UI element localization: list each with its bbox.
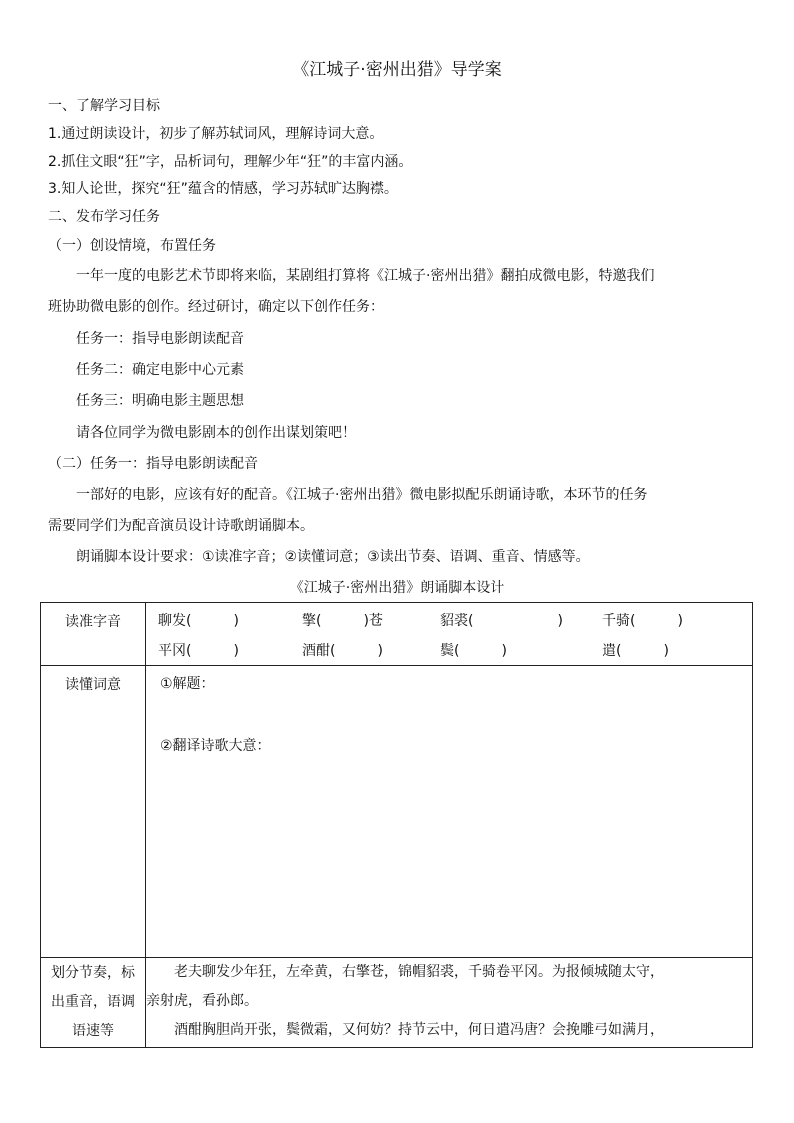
task-item-2: 任务二：确定电影中心元素 — [76, 362, 244, 378]
pronunciation-blank[interactable]: 鬓( ) — [440, 643, 507, 659]
section-heading-goals: 一、了解学习目标 — [48, 98, 160, 114]
goal-item-3: 3.知人论世，探究“狂”蕴含的情感，学习苏轼旷达胸襟。 — [48, 181, 398, 197]
table-title: 《江城子·密州出猎》朗诵脚本设计 — [289, 580, 505, 596]
goal-item-2: 2.抓住文眼“狂”字，品析词句，理解少年“狂”的丰富内涵。 — [48, 154, 413, 170]
scenario-paragraph-line-2: 班协助微电影的创作。经过研讨，确定以下创作任务： — [48, 299, 384, 315]
table-row-rhythm — [41, 958, 753, 1048]
dubbing-paragraph-line-2: 需要同学们为配音演员设计诗歌朗诵脚本。 — [48, 518, 314, 534]
poem-text-cell[interactable] — [146, 958, 753, 1048]
pronunciation-blank[interactable]: 千骑( ) — [602, 613, 683, 629]
pronunciation-blank[interactable]: 擎( )苍 — [302, 613, 383, 629]
scenario-paragraph-line-1: 一年一度的电影艺术节即将来临，某剧组打算将《江城子·密州出猎》翻拍成微电影，特邀我们 — [76, 268, 655, 284]
script-requirements: 朗诵脚本设计要求：①读准字音；②读懂词意；③读出节奏、语调、重音、情感等。 — [76, 549, 590, 565]
poem-line: 亲射虎，看孙郎。 — [146, 993, 258, 1009]
table-row-meaning — [41, 666, 753, 958]
pronunciation-blank[interactable]: 遣( ) — [602, 643, 669, 659]
page-title: 《江城子·密州出猎》导学案 — [292, 60, 502, 80]
recitation-script-table — [40, 602, 753, 1048]
pronunciation-blank[interactable]: 酒酣( ) — [302, 643, 383, 659]
poem-line: 老夫聊发少年狂，左牵黄，右擎苍，锦帽貂裘，千骑卷平冈。为报倾城随太守， — [174, 964, 664, 980]
pronunciation-cell — [146, 603, 753, 666]
pronunciation-blank[interactable]: 貂裘( ) — [440, 613, 563, 629]
pronunciation-blank[interactable]: 聊发( ) — [158, 613, 239, 629]
invite-text: 请各位同学为微电影剧本的创作出谋划策吧！ — [76, 425, 356, 441]
poem-line: 酒酣胸胆尚开张，鬓微霜，又何妨？持节云中，何日遣冯唐？会挽雕弓如满月， — [174, 1022, 664, 1038]
translation-prompt: ②翻译诗歌大意： — [160, 738, 271, 754]
goal-item-1: 1.通过朗读设计，初步了解苏轼词风，理解诗词大意。 — [48, 126, 384, 142]
task-item-3: 任务三：明确电影主题思想 — [76, 393, 244, 409]
pronunciation-blank[interactable]: 平冈( ) — [158, 643, 239, 659]
row-label-meaning: 读懂词意 — [41, 666, 146, 958]
meaning-cell[interactable] — [146, 666, 753, 958]
title-explanation-prompt: ①解题： — [160, 676, 215, 692]
section-heading-tasks: 二、发布学习任务 — [48, 209, 160, 225]
subsection-heading-1: （一）创设情境，布置任务 — [48, 238, 216, 254]
dubbing-paragraph-line-1: 一部好的电影，应该有好的配音。《江城子·密州出猎》微电影拟配乐朗诵诗歌，本环节的任务 — [76, 487, 648, 503]
row-label-rhythm: 划分节奏，标 出重音，语调 语速等 — [41, 958, 146, 1048]
row-label-pronunciation: 读准字音 — [41, 603, 146, 666]
table-row-pronunciation — [41, 603, 753, 666]
subsection-heading-2: （二）任务一：指导电影朗读配音 — [48, 456, 258, 472]
task-item-1: 任务一：指导电影朗读配音 — [76, 331, 244, 347]
